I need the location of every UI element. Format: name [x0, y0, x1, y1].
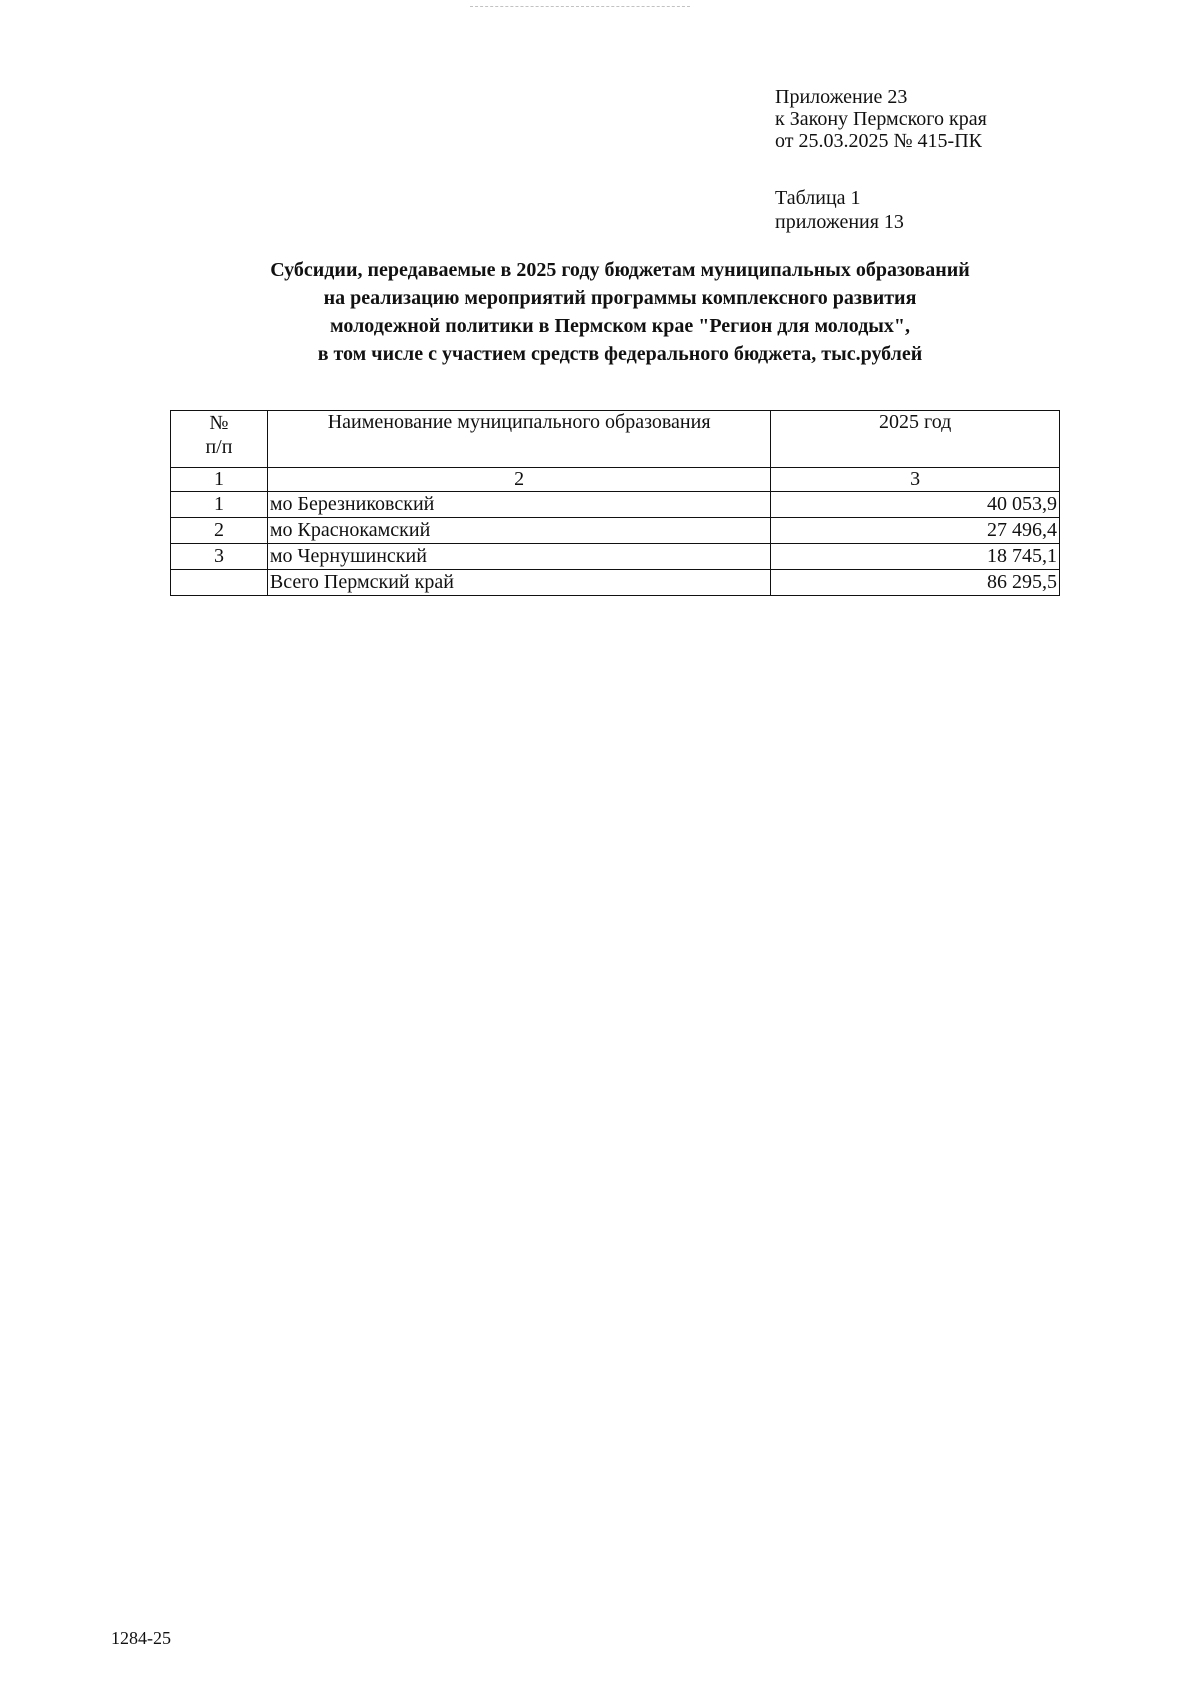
- row-value: 40 053,9: [771, 492, 1060, 518]
- annex-line-3: от 25.03.2025 № 415-ПК: [775, 130, 983, 152]
- annex-line-1: Приложение 23: [775, 86, 908, 108]
- column-index-2: 2: [267, 468, 770, 492]
- subsidies-table: [170, 410, 1060, 596]
- column-index-row: [171, 468, 1060, 492]
- document-code: 1284-25: [111, 1628, 171, 1648]
- row-number: 3: [171, 544, 268, 570]
- table-total-row: [171, 570, 1060, 596]
- title-line-3: молодежной политики в Пермском крае "Регион для молодых",: [329, 315, 911, 337]
- header-name-cell: Наименование муниципального образования: [267, 411, 770, 468]
- header-number-cell: [171, 411, 268, 468]
- annex-line-2: к Закону Пермского края: [775, 108, 987, 130]
- total-value: 86 295,5: [771, 570, 1060, 596]
- header-number-sign: №: [209, 412, 229, 434]
- table-header-row: [171, 411, 1060, 468]
- title-line-4: в том числе с участием средств федерального бюджета, тыс.рублей: [317, 343, 923, 365]
- column-index-1: 1: [171, 468, 268, 492]
- table-reference: [775, 186, 1075, 234]
- row-value: 18 745,1: [771, 544, 1060, 570]
- table-ref-line-2: приложения 13: [775, 211, 904, 233]
- column-index-3: 3: [771, 468, 1060, 492]
- annex-header: [775, 86, 1115, 152]
- table-row: [171, 518, 1060, 544]
- row-value: 27 496,4: [771, 518, 1060, 544]
- total-number: [171, 570, 268, 596]
- table-row: [171, 544, 1060, 570]
- header-number-label: п/п: [205, 436, 233, 458]
- row-number: 2: [171, 518, 268, 544]
- scan-artifact: [470, 6, 690, 13]
- document-title: [160, 256, 1080, 368]
- table-row: [171, 492, 1060, 518]
- row-name: мо Краснокамский: [267, 518, 770, 544]
- header-value-cell: 2025 год: [771, 411, 1060, 468]
- total-name: Всего Пермский край: [267, 570, 770, 596]
- row-name: мо Чернушинский: [267, 544, 770, 570]
- title-line-1: Субсидии, передаваемые в 2025 году бюджетам муниципальных образований: [270, 259, 970, 281]
- table-ref-line-1: Таблица 1: [775, 187, 861, 209]
- row-number: 1: [171, 492, 268, 518]
- title-line-2: на реализацию мероприятий программы комплексного развития: [323, 287, 917, 309]
- row-name: мо Березниковский: [267, 492, 770, 518]
